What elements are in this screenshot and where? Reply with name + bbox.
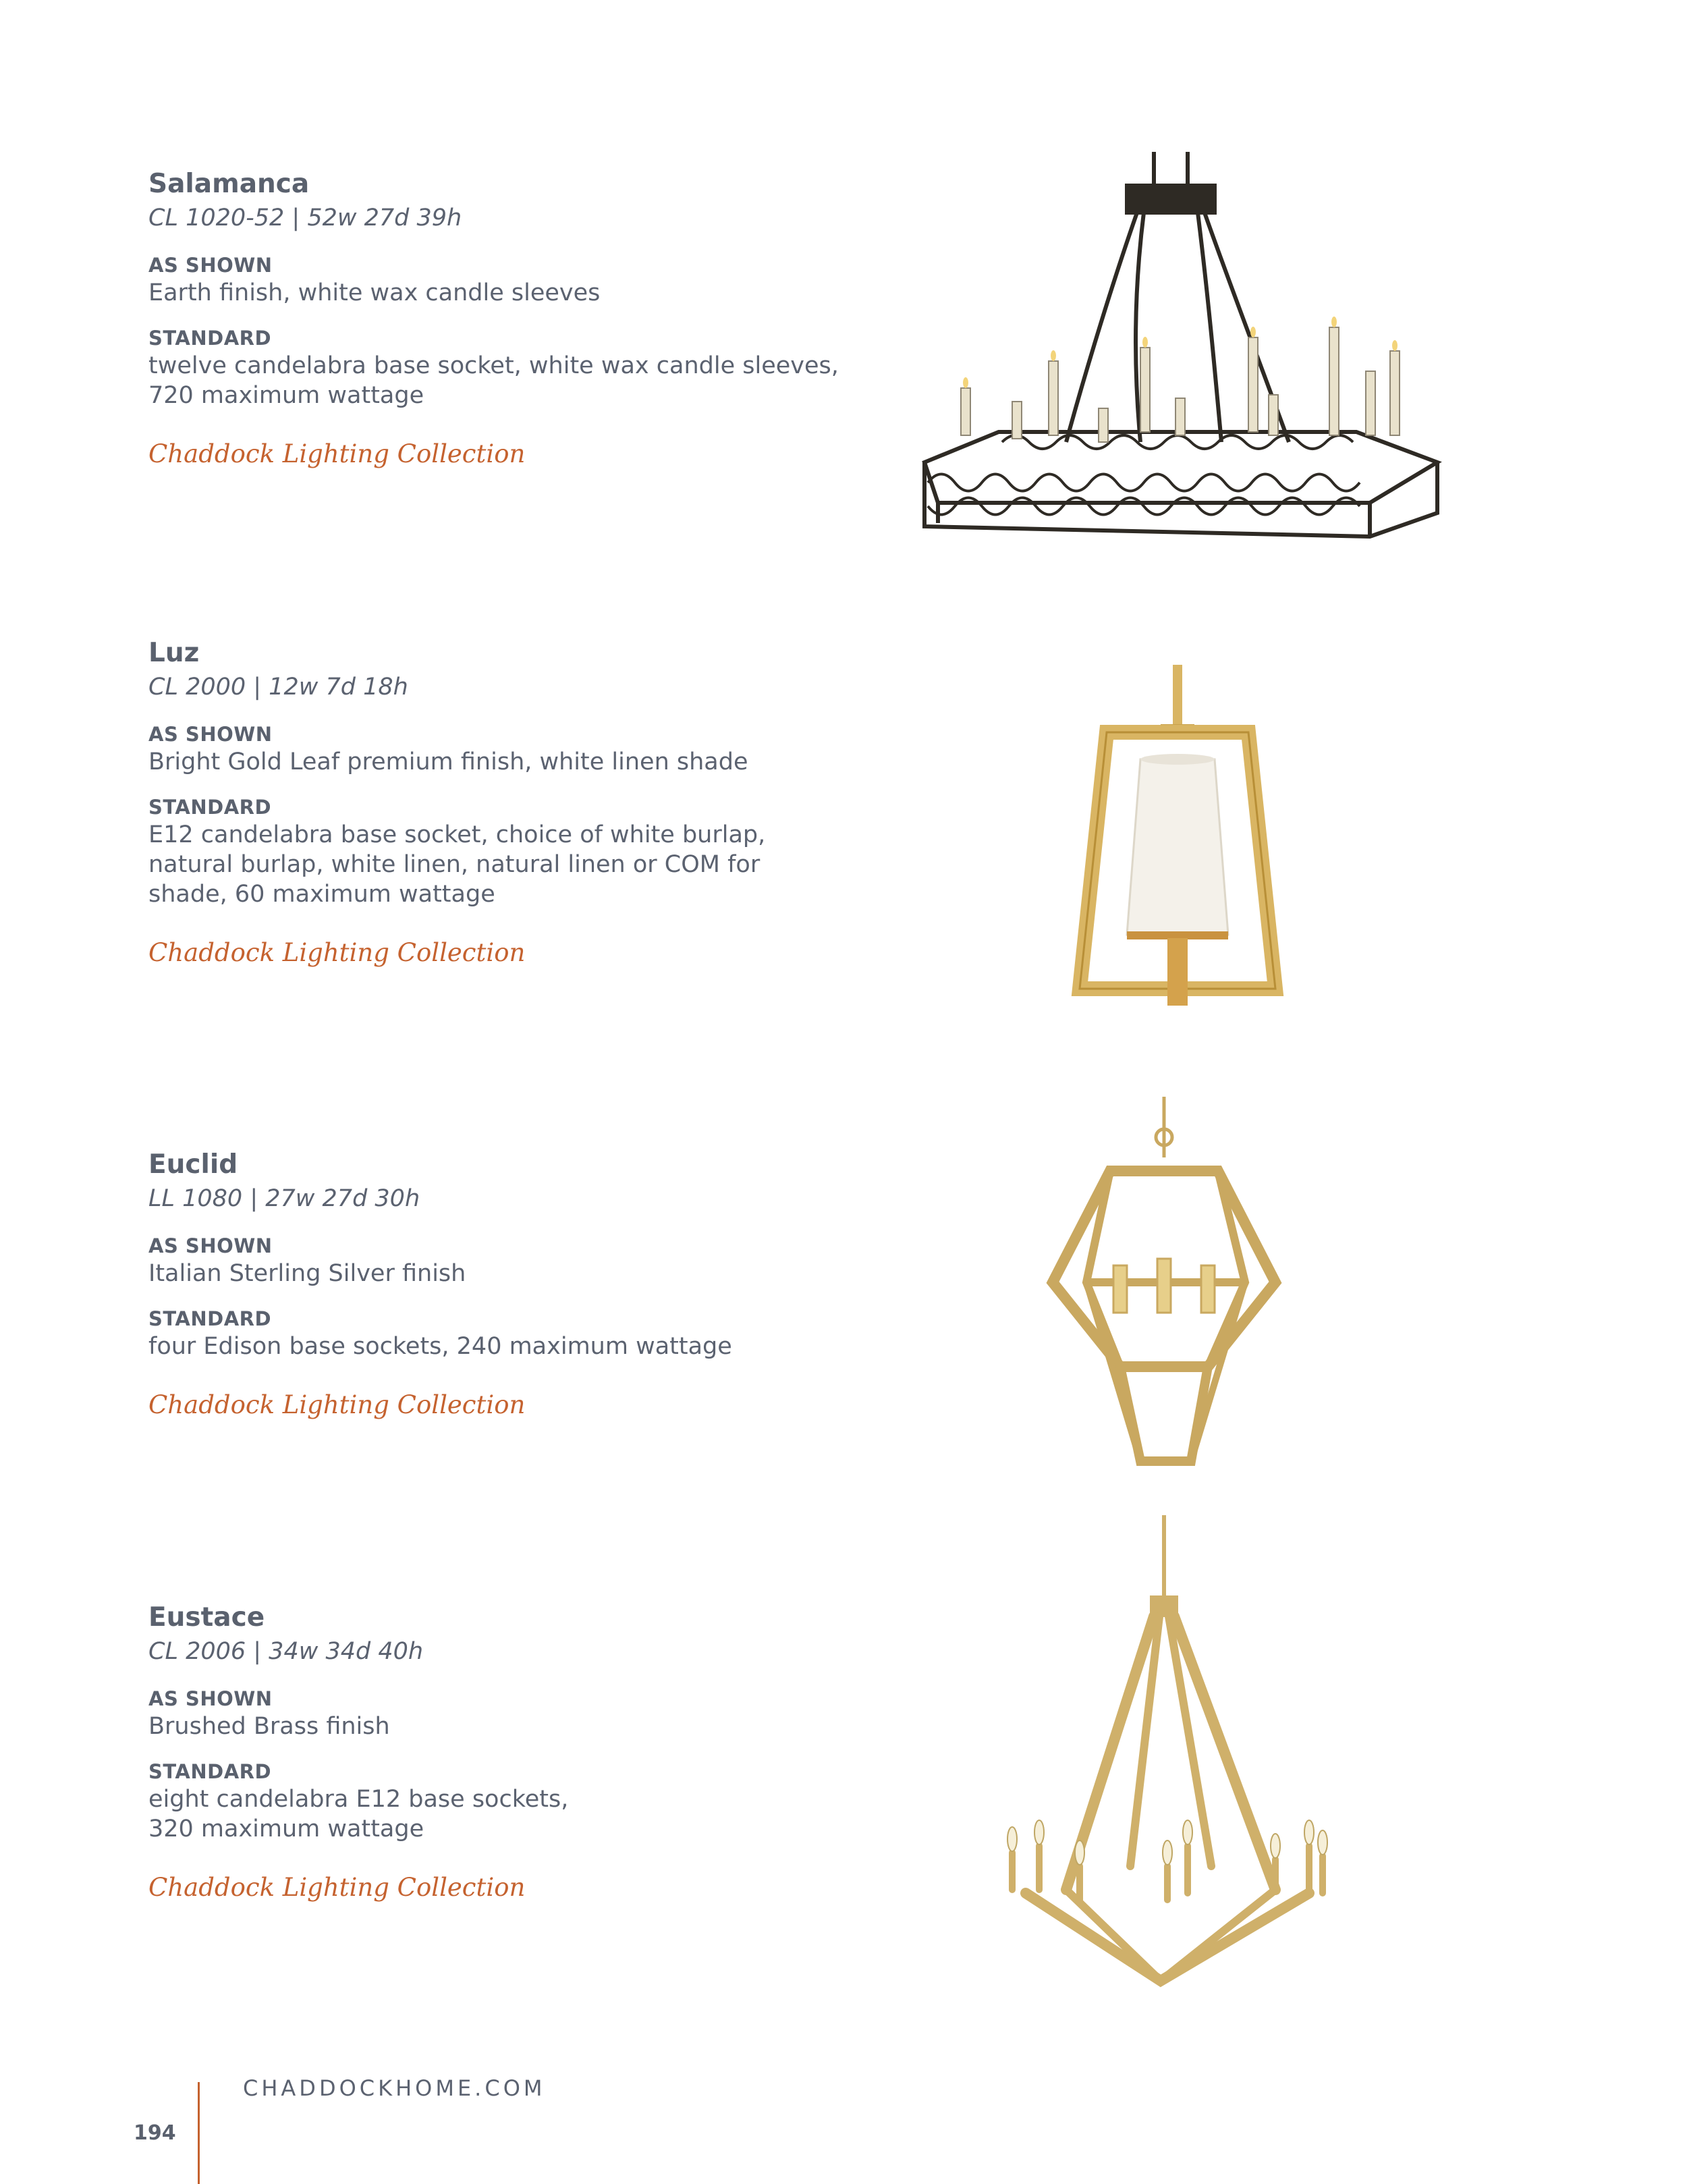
collection-link[interactable]: Chaddock Lighting Collection	[148, 938, 526, 967]
footer-site-link[interactable]: CHADDOCKHOME.COM	[243, 2075, 546, 2101]
standard-text-line-1: eight candelabra E12 base sockets,	[148, 1786, 569, 1813]
standard-text-line-3: shade, 60 maximum wattage	[148, 881, 495, 908]
product-name: Euclid	[148, 1149, 238, 1180]
geometric-lantern-icon	[1012, 1097, 1316, 1475]
standard-text-line-1: twelve candelabra base socket, white wax candle sleeves,	[148, 352, 839, 379]
standard-text-line-2: natural burlap, white linen, natural linen or COM for	[148, 851, 760, 878]
collection-link[interactable]: Chaddock Lighting Collection	[148, 1873, 526, 1902]
as-shown-text: Brushed Brass finish	[148, 1713, 390, 1740]
as-shown-label: AS SHOWN	[148, 723, 273, 746]
standard-text-line-1: E12 candelabra base socket, choice of white burlap,	[148, 821, 766, 848]
standard-text-line-1: four Edison base sockets, 240 maximum wattage	[148, 1333, 732, 1360]
product-spec: LL 1080 | 27w 27d 30h	[148, 1185, 420, 1212]
as-shown-label: AS SHOWN	[148, 1687, 273, 1710]
as-shown-text: Italian Sterling Silver finish	[148, 1260, 466, 1287]
product-euclid	[148, 1148, 891, 1422]
brass-chandelier-icon	[985, 1515, 1356, 1988]
standard-label: STANDARD	[148, 1307, 272, 1330]
product-luz	[148, 636, 891, 970]
standard-text-line-2: 720 maximum wattage	[148, 382, 424, 409]
as-shown-label: AS SHOWN	[148, 1234, 273, 1257]
page-number: 194	[134, 2121, 176, 2145]
product-spec: CL 2000 | 12w 7d 18h	[148, 674, 408, 701]
collection-link[interactable]: Chaddock Lighting Collection	[148, 439, 526, 468]
standard-label: STANDARD	[148, 1760, 272, 1783]
standard-label: STANDARD	[148, 327, 272, 350]
product-name: Salamanca	[148, 169, 310, 199]
standard-text-line-2: 320 maximum wattage	[148, 1816, 424, 1842]
collection-link[interactable]: Chaddock Lighting Collection	[148, 1390, 526, 1419]
product-salamanca	[148, 167, 891, 471]
as-shown-label: AS SHOWN	[148, 254, 273, 277]
as-shown-text: Bright Gold Leaf premium finish, white linen shade	[148, 748, 748, 775]
wrought-iron-chandelier-icon	[911, 145, 1451, 564]
gold-pendant-lantern-icon	[1066, 665, 1289, 1009]
product-spec: CL 2006 | 34w 34d 40h	[148, 1638, 424, 1665]
product-spec: CL 1020-52 | 52w 27d 39h	[148, 204, 462, 231]
standard-label: STANDARD	[148, 796, 272, 819]
product-name: Eustace	[148, 1602, 265, 1633]
product-name: Luz	[148, 638, 200, 668]
footer-divider	[198, 2082, 200, 2184]
product-eustace	[148, 1601, 891, 1905]
as-shown-text: Earth finish, white wax candle sleeves	[148, 279, 601, 306]
